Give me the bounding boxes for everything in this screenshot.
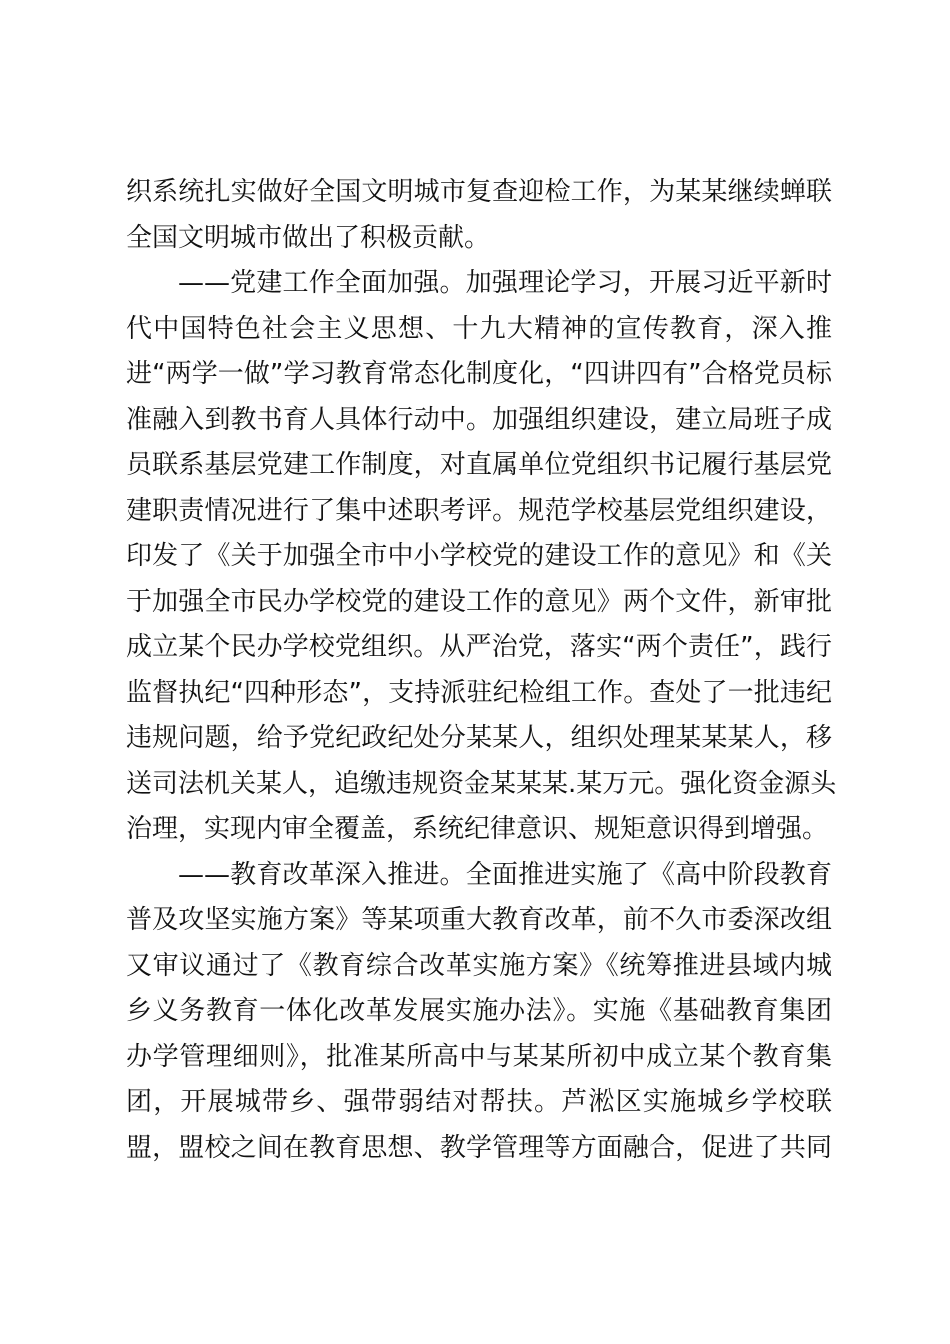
text-line: 送司法机关某人，追缴违规资金某某某.某万元。强化资金源头 [126,768,837,799]
body-text [126,170,837,1171]
text-line: 建职责情况进行了集中述职考评。规范学校基层党组织建设， [126,495,832,526]
paragraph-party-building [126,261,837,853]
text-line: 成立某个民办学校党组织。从严治党，落实“两个责任”，践行 [126,632,832,662]
text-line: 违规问题，给予党纪政纪处分某某人，组织处理某某某人，移 [126,723,832,753]
text-line: 于加强全市民办学校党的建设工作的意见》两个文件，新审批 [126,586,832,617]
text-line: 全国文明城市做出了积极贡献。 [126,222,491,253]
text-line: 乡义务教育一体化改革发展实施办法》。实施《基础教育集团 [126,996,832,1026]
text-line: 普及攻坚实施方案》等某项重大教育改革，前不久市委深改组 [126,905,832,935]
text-line: 准融入到教书育人具体行动中。加强组织建设，建立局班子成 [126,404,832,435]
text-line: 织系统扎实做好全国文明城市复查迎检工作，为某某继续蝉联 [126,177,832,207]
text-line: 办学管理细则》，批准某所高中与某某所初中成立某个教育集 [126,1041,832,1072]
text-line: 进“两学一做”学习教育常态化制度化，“四讲四有”合格党员标 [126,359,832,389]
text-line: ——党建工作全面加强。加强理论学习，开展习近平新时 [178,268,832,298]
text-line: 代中国特色社会主义思想、十九大精神的宣传教育，深入推 [126,313,832,344]
paragraph-education-reform [126,853,832,1172]
text-line: ——教育改革深入推进。全面推进实施了《高中阶段教育 [178,859,832,890]
text-line: 盟，盟校之间在教育思想、教学管理等方面融合，促进了共同 [126,1132,832,1163]
text-line: 治理，实现内审全覆盖，系统纪律意识、规矩意识得到增强。 [126,814,829,844]
text-line: 员联系基层党建工作制度，对直属单位党组织书记履行基层党 [126,450,832,480]
text-line: 印发了《关于加强全市中小学校党的建设工作的意见》和《关 [126,541,832,571]
text-line: 监督执纪“四种形态”，支持派驻纪检组工作。查处了一批违纪 [126,677,832,708]
text-line: 又审议通过了《教育综合改革实施方案》《统筹推进县域内城 [126,950,832,981]
text-line: 团，开展城带乡、强带弱结对帮扶。芦淞区实施城乡学校联 [126,1087,832,1117]
paragraph-continuation [126,170,832,261]
